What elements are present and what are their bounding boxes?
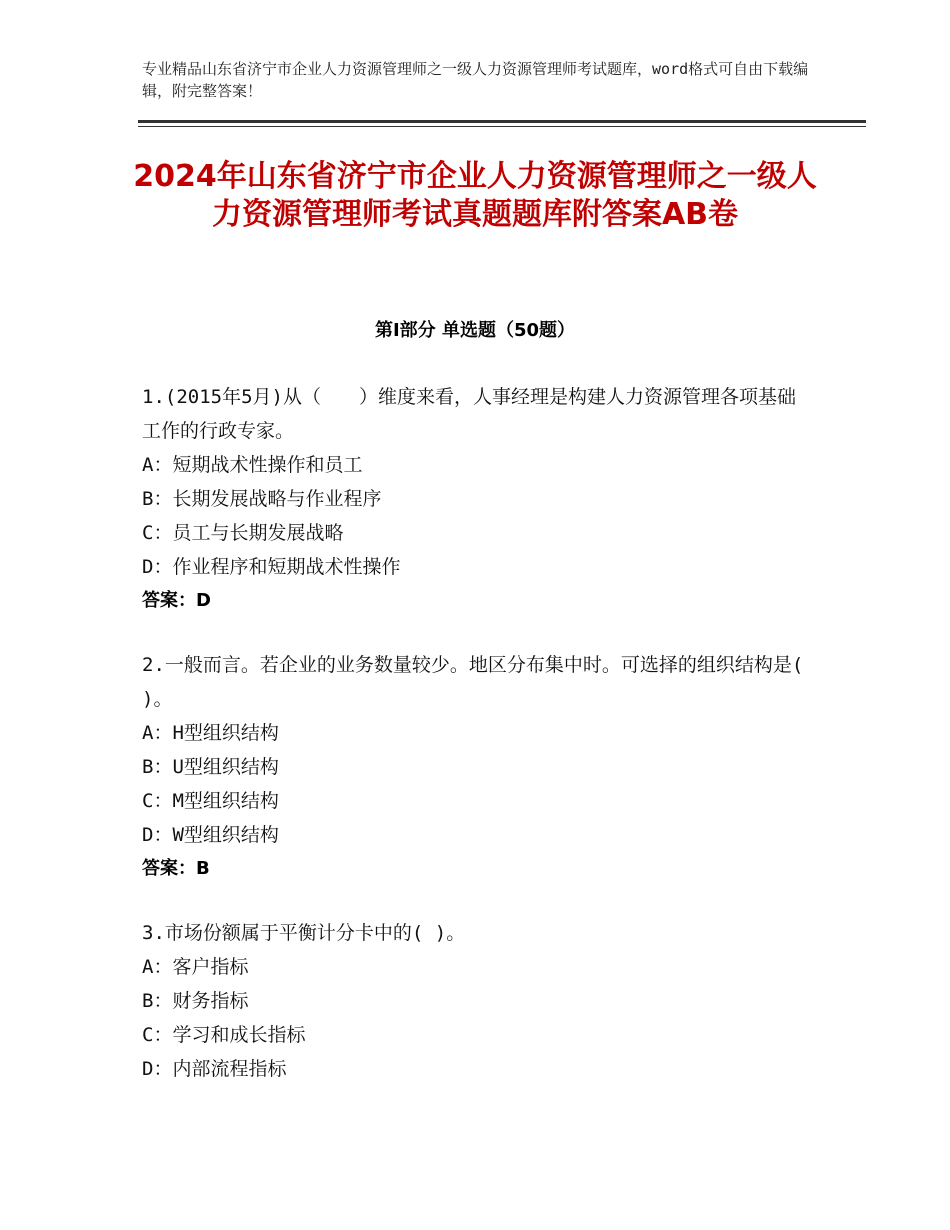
option-a: A：客户指标 xyxy=(142,956,249,978)
option-b: B：U型组织结构 xyxy=(142,756,279,778)
answer: 答案：B xyxy=(142,858,210,879)
header-rule-thin xyxy=(138,126,866,127)
header-note: 专业精品山东省济宁市企业人力资源管理师之一级人力资源管理师考试题库，word格式可自由下载编辑，附完整答案！ xyxy=(142,60,809,100)
option-a: A：H型组织结构 xyxy=(142,722,279,744)
question-1 xyxy=(142,380,812,618)
question-list xyxy=(142,380,812,1116)
option-d: D：W型组织结构 xyxy=(142,824,279,846)
option-a: A：短期战术性操作和员工 xyxy=(142,454,363,476)
option-d: D：作业程序和短期战术性操作 xyxy=(142,556,401,578)
option-b: B：财务指标 xyxy=(142,990,249,1012)
question-2 xyxy=(142,648,812,886)
question-text: 2.一般而言。若企业的业务数量较少。地区分布集中时。可选择的组织结构是( )。 xyxy=(142,654,804,710)
section-title: 第Ⅰ部分 单选题（50题） xyxy=(374,320,575,341)
option-b: B：长期发展战略与作业程序 xyxy=(142,488,382,510)
question-text: 1.(2015年5月)从（ ）维度来看，人事经理是构建人力资源管理各项基础工作的行政专家。 xyxy=(142,386,796,442)
option-c: C：员工与长期发展战略 xyxy=(142,522,344,544)
question-3 xyxy=(142,916,812,1086)
question-text: 3.市场份额属于平衡计分卡中的( )。 xyxy=(142,922,466,944)
header-rule-thick xyxy=(138,120,866,123)
answer: 答案：D xyxy=(142,590,211,611)
option-c: C：学习和成长指标 xyxy=(142,1024,306,1046)
option-c: C：M型组织结构 xyxy=(142,790,279,812)
option-d: D：内部流程指标 xyxy=(142,1058,287,1080)
document-title: 2024年山东省济宁市企业人力资源管理师之一级人力资源管理师考试真题题库附答案AB卷 xyxy=(133,159,817,232)
